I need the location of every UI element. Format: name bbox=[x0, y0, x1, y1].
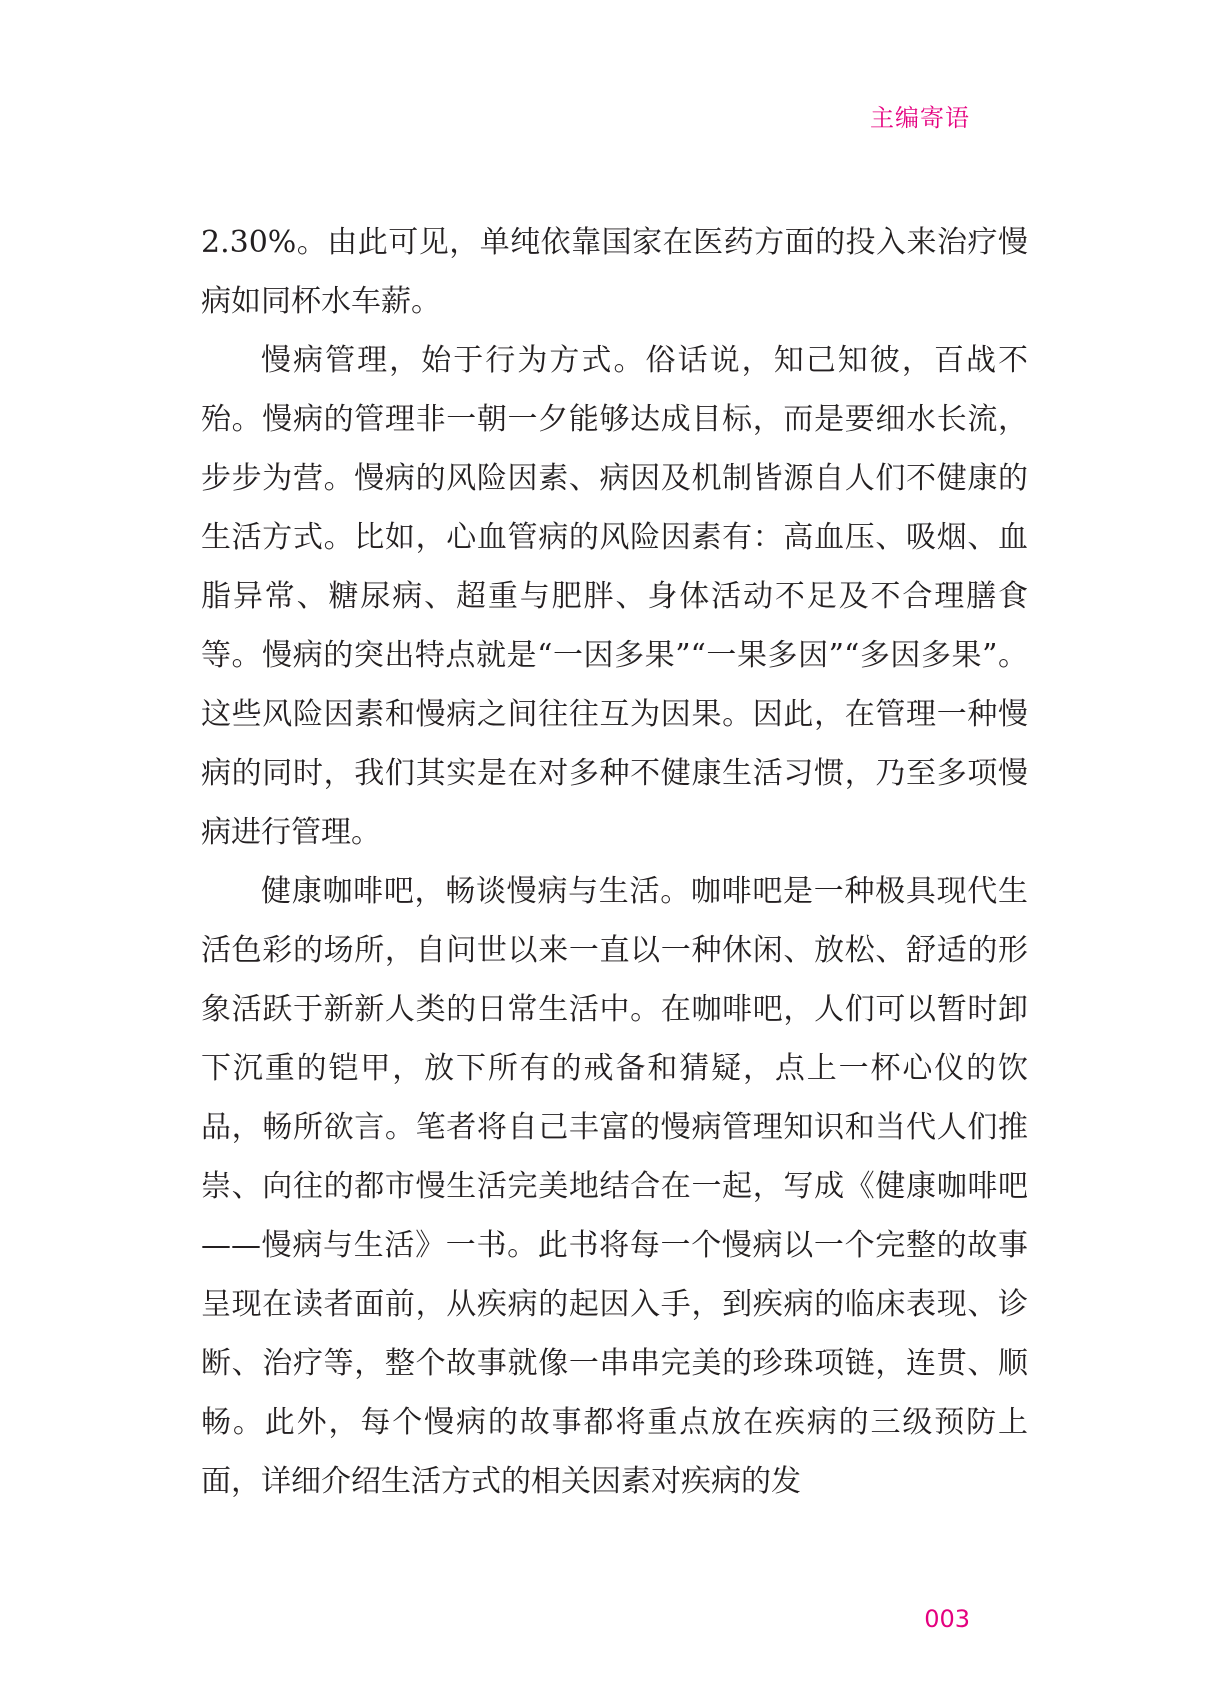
running-head-section-title: 主编寄语 bbox=[870, 104, 970, 132]
page-number: 003 bbox=[924, 1605, 970, 1633]
paragraph-chronic-disease-management: 慢病管理，始于行为方式。俗话说，知己知彼，百战不殆。慢病的管理非一朝一夕能够达成目标，而是要细水长流，步步为营。慢病的风险因素、病因及机制皆源自人们不健康的生活方式。比如，心血管病的风险因素有：高血压、吸烟、血脂异常、糖尿病、超重与肥胖、身体活动不足及不合理膳食等。慢病的突出特点就是“一因多果”“一果多因”“多因多果”。这些风险因素和慢病之间往往互为因果。因此，在管理一种慢病的同时，我们其实是在对多种不健康生活习惯，乃至多项慢病进行管理。 bbox=[201, 343, 1028, 850]
paragraph-health-cafe: 健康咖啡吧，畅谈慢病与生活。咖啡吧是一种极具现代生活色彩的场所，自问世以来一直以一种休闲、放松、舒适的形象活跃于新新人类的日常生活中。在咖啡吧，人们可以暂时卸下沉重的铠甲，放下所有的戒备和猜疑，点上一杯心仪的饮品，畅所欲言。笔者将自己丰富的慢病管理知识和当代人们推崇、向往的都市慢生活完美地结合在一起，写成《健康咖啡吧——慢病与生活》一书。此书将每一个慢病以一个完整的故事呈现在读者面前，从疾病的起因入手，到疾病的临床表现、诊断、治疗等，整个故事就像一串串完美的珍珠项链，连贯、顺畅。此外，每个慢病的故事都将重点放在疾病的三级预防上面，详细介绍生活方式的相关因素对疾病的发 bbox=[201, 874, 1028, 1499]
body-text bbox=[201, 213, 1028, 1511]
paragraph-continuation: 2.30%。由此可见，单纯依靠国家在医药方面的投入来治疗慢病如同杯水车薪。 bbox=[201, 225, 1028, 319]
